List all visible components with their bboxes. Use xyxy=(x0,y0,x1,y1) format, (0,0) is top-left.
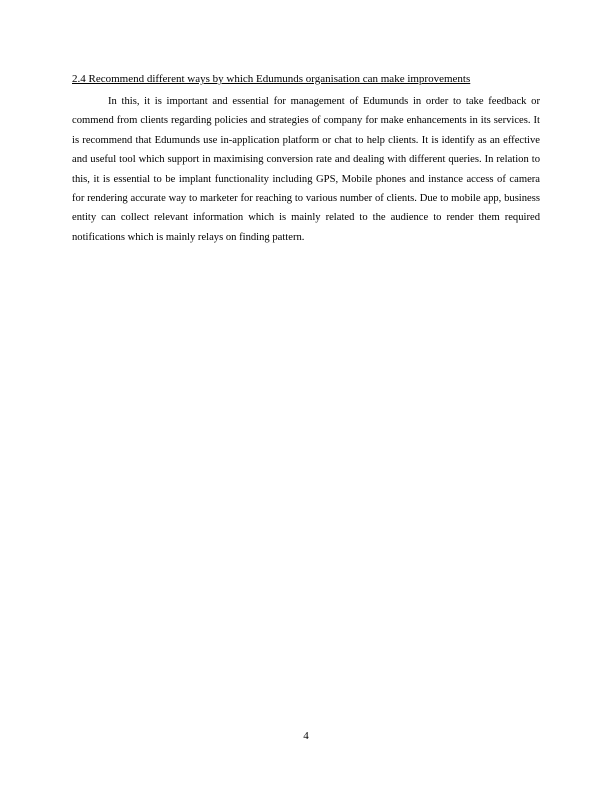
page-number: 4 xyxy=(303,730,309,742)
body-paragraph: In this, it is important and essential for management of Edumunds in order to take feedback or commend from clients regarding policies and strategies of company for make enhancements in its services. It is recommend that Edumunds use in-application platform or chat to help clients. It is identify as an effective and useful tool which support in maximising conversion rate and dealing with different queries. In relation to this, it is essential to be implant functionality including GPS, Mobile phones and instance access of camera for rendering accurate way to marketer for reaching to various number of clients. Due to mobile app, business entity can collect relevant information which is mainly related to the audience to render them required notifications which is mainly relays on finding pattern. xyxy=(72,96,540,243)
section-heading: 2.4 Recommend different ways by which Edumunds organisation can make improvements xyxy=(72,73,471,85)
page-content xyxy=(72,71,540,247)
